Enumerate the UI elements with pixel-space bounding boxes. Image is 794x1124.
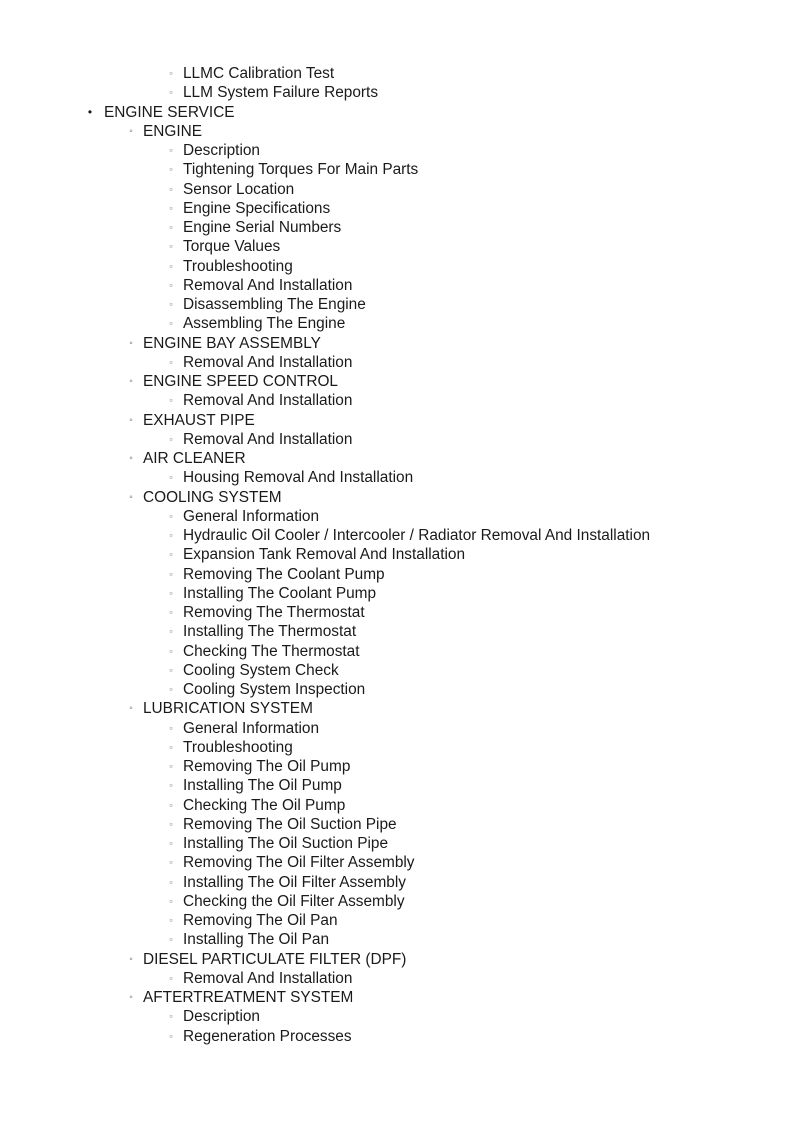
hollow-bullet-icon: ◦ bbox=[129, 953, 133, 965]
toc-item-label: LLM System Failure Reports bbox=[183, 84, 379, 102]
toc-chapter[interactable] bbox=[0, 488, 794, 507]
toc-item-label: Removing The Thermostat bbox=[183, 604, 365, 621]
toc-item[interactable] bbox=[0, 391, 794, 410]
toc-item-label: Removing The Oil Pump bbox=[183, 758, 351, 775]
toc-item-label: AIR CLEANER bbox=[143, 450, 246, 467]
square-bullet-icon: ▫ bbox=[169, 664, 173, 675]
square-bullet-icon: ▫ bbox=[169, 1011, 173, 1022]
toc-item[interactable] bbox=[0, 603, 794, 622]
toc-item-label: LLMC Calibration Test bbox=[183, 65, 335, 82]
toc-item-label: Torque Values bbox=[183, 238, 281, 256]
toc-item-label: ENGINE SPEED CONTROL bbox=[143, 373, 338, 390]
toc-item-label: Tightening Torques For Main Parts bbox=[183, 161, 419, 179]
toc-item[interactable] bbox=[0, 141, 794, 160]
toc-item[interactable] bbox=[0, 276, 794, 295]
toc-item-label: Removing The Oil Filter Assembly bbox=[183, 854, 415, 872]
hollow-bullet-icon: ◦ bbox=[129, 491, 133, 503]
table-of-contents bbox=[0, 64, 794, 1046]
square-bullet-icon: ▫ bbox=[169, 318, 173, 329]
square-bullet-icon: ▫ bbox=[169, 607, 173, 617]
square-bullet-icon: ▫ bbox=[169, 356, 173, 367]
square-bullet-icon: ▫ bbox=[169, 510, 173, 521]
toc-item-label: Removing The Oil Suction Pipe bbox=[183, 815, 397, 833]
square-bullet-icon: ▫ bbox=[169, 183, 173, 194]
square-bullet-icon: ▫ bbox=[169, 279, 173, 290]
toc-item[interactable] bbox=[0, 776, 794, 795]
toc-item[interactable] bbox=[0, 738, 794, 757]
toc-item-label: Assembling The Engine bbox=[183, 315, 346, 333]
toc-item[interactable] bbox=[0, 719, 794, 738]
toc-item-label: Installing The Thermostat bbox=[183, 623, 357, 641]
toc-item[interactable] bbox=[0, 257, 794, 276]
toc-chapter[interactable] bbox=[0, 950, 794, 969]
toc-item-label: Regeneration Processes bbox=[183, 1027, 352, 1045]
square-bullet-icon: ▫ bbox=[169, 587, 173, 598]
toc-item-label: Removal And Installation bbox=[183, 276, 353, 294]
square-bullet-icon: ▫ bbox=[169, 68, 173, 78]
square-bullet-icon: ▫ bbox=[169, 761, 173, 771]
square-bullet-icon: ▫ bbox=[169, 972, 173, 983]
toc-item-label: General Information bbox=[183, 507, 320, 525]
toc-item[interactable] bbox=[0, 565, 794, 584]
toc-item[interactable] bbox=[0, 969, 794, 988]
hollow-bullet-icon: ◦ bbox=[129, 703, 133, 715]
toc-item[interactable] bbox=[0, 218, 794, 237]
toc-item-label: COOLING SYSTEM bbox=[143, 488, 282, 506]
toc-item-label: Cooling System Inspection bbox=[183, 681, 366, 698]
square-bullet-icon: ▫ bbox=[169, 241, 173, 252]
toc-item-label: Removing The Oil Pan bbox=[183, 912, 338, 929]
toc-item[interactable] bbox=[0, 295, 794, 314]
toc-item[interactable] bbox=[0, 796, 794, 815]
toc-item-label: Installing The Oil Pan bbox=[183, 931, 330, 949]
toc-item[interactable] bbox=[0, 180, 794, 199]
toc-item-label: ENGINE bbox=[143, 122, 203, 140]
square-bullet-icon: ▫ bbox=[169, 915, 173, 925]
toc-item-label: Hydraulic Oil Cooler / Intercooler / Radiator Removal And Installation bbox=[183, 527, 651, 544]
toc-item-label: Removal And Installation bbox=[183, 353, 353, 371]
toc-item-label: Checking The Oil Pump bbox=[183, 796, 346, 814]
toc-item[interactable] bbox=[0, 642, 794, 661]
hollow-bullet-icon: ◦ bbox=[129, 414, 133, 426]
toc-item[interactable] bbox=[0, 873, 794, 892]
hollow-bullet-icon: ◦ bbox=[129, 992, 133, 1003]
toc-section[interactable] bbox=[0, 103, 794, 122]
toc-item[interactable] bbox=[0, 661, 794, 680]
toc-chapter[interactable] bbox=[0, 411, 794, 430]
square-bullet-icon: ▫ bbox=[169, 799, 173, 810]
toc-item[interactable] bbox=[0, 353, 794, 372]
toc-item[interactable] bbox=[0, 930, 794, 949]
toc-item-label: Engine Serial Numbers bbox=[183, 219, 342, 236]
toc-item[interactable] bbox=[0, 314, 794, 333]
square-bullet-icon: ▫ bbox=[169, 934, 173, 945]
toc-item-label: ENGINE BAY ASSEMBLY bbox=[143, 334, 321, 352]
square-bullet-icon: ▫ bbox=[169, 87, 173, 98]
square-bullet-icon: ▫ bbox=[169, 722, 173, 733]
square-bullet-icon: ▫ bbox=[169, 395, 173, 406]
toc-item[interactable] bbox=[0, 468, 794, 487]
toc-item-label: Housing Removal And Installation bbox=[183, 469, 414, 487]
square-bullet-icon: ▫ bbox=[169, 645, 173, 656]
hollow-bullet-icon: ◦ bbox=[129, 453, 133, 464]
toc-item[interactable] bbox=[0, 507, 794, 526]
hollow-bullet-icon: ◦ bbox=[129, 376, 133, 387]
toc-item-label: Installing The Oil Filter Assembly bbox=[183, 873, 406, 891]
toc-item-label: Installing The Oil Pump bbox=[183, 777, 342, 795]
square-bullet-icon: ▫ bbox=[169, 838, 173, 848]
square-bullet-icon: ▫ bbox=[169, 222, 173, 232]
toc-item[interactable] bbox=[0, 584, 794, 603]
toc-item-label: Installing The Oil Suction Pipe bbox=[183, 835, 389, 852]
toc-chapter[interactable] bbox=[0, 449, 794, 468]
square-bullet-icon: ▫ bbox=[169, 299, 173, 309]
toc-chapter[interactable] bbox=[0, 988, 794, 1007]
toc-item-label: General Information bbox=[183, 719, 320, 737]
toc-item[interactable] bbox=[0, 853, 794, 872]
toc-item[interactable] bbox=[0, 237, 794, 256]
toc-item-label: Removal And Installation bbox=[183, 969, 353, 987]
toc-item-label: Installing The Coolant Pump bbox=[183, 584, 377, 602]
toc-item-label: Checking The Thermostat bbox=[183, 642, 360, 660]
toc-item-label: ENGINE SERVICE bbox=[104, 103, 235, 121]
toc-item[interactable] bbox=[0, 622, 794, 641]
toc-chapter[interactable] bbox=[0, 122, 794, 141]
square-bullet-icon: ▫ bbox=[169, 164, 173, 175]
toc-item[interactable] bbox=[0, 545, 794, 564]
bullet-icon: • bbox=[87, 104, 93, 119]
toc-item[interactable] bbox=[0, 815, 794, 834]
toc-item-label: Cooling System Check bbox=[183, 661, 339, 679]
toc-item-label: Expansion Tank Removal And Installation bbox=[183, 546, 466, 564]
square-bullet-icon: ▫ bbox=[169, 472, 173, 483]
square-bullet-icon: ▫ bbox=[169, 741, 173, 752]
toc-chapter[interactable] bbox=[0, 372, 794, 391]
square-bullet-icon: ▫ bbox=[169, 857, 173, 868]
toc-item[interactable] bbox=[0, 1007, 794, 1026]
toc-item[interactable] bbox=[0, 526, 794, 545]
toc-item-label: Disassembling The Engine bbox=[183, 296, 366, 313]
toc-item[interactable] bbox=[0, 430, 794, 449]
toc-item[interactable] bbox=[0, 83, 794, 102]
square-bullet-icon: ▫ bbox=[169, 549, 173, 560]
toc-item[interactable] bbox=[0, 911, 794, 930]
toc-item[interactable] bbox=[0, 680, 794, 699]
hollow-bullet-icon: ◦ bbox=[129, 337, 133, 349]
toc-item[interactable] bbox=[0, 892, 794, 911]
square-bullet-icon: ▫ bbox=[169, 684, 173, 694]
toc-item[interactable] bbox=[0, 1027, 794, 1046]
square-bullet-icon: ▫ bbox=[169, 895, 173, 906]
square-bullet-icon: ▫ bbox=[169, 568, 173, 579]
toc-item-label: AFTERTREATMENT SYSTEM bbox=[143, 989, 354, 1006]
toc-item-label: DIESEL PARTICULATE FILTER (DPF) bbox=[143, 950, 407, 968]
toc-item-label: Engine Specifications bbox=[183, 199, 331, 217]
toc-item-label: Checking the Oil Filter Assembly bbox=[183, 892, 405, 910]
square-bullet-icon: ▫ bbox=[169, 202, 173, 213]
toc-item[interactable] bbox=[0, 64, 794, 83]
square-bullet-icon: ▫ bbox=[169, 626, 173, 637]
hollow-bullet-icon: ◦ bbox=[129, 125, 133, 137]
toc-item[interactable] bbox=[0, 757, 794, 776]
square-bullet-icon: ▫ bbox=[169, 1030, 173, 1041]
toc-item[interactable] bbox=[0, 199, 794, 218]
toc-chapter[interactable] bbox=[0, 334, 794, 353]
toc-item-label: EXHAUST PIPE bbox=[143, 411, 255, 429]
toc-item-label: LUBRICATION SYSTEM bbox=[143, 700, 313, 718]
square-bullet-icon: ▫ bbox=[169, 876, 173, 887]
square-bullet-icon: ▫ bbox=[169, 260, 173, 271]
toc-item-label: Removal And Installation bbox=[183, 392, 353, 410]
square-bullet-icon: ▫ bbox=[169, 818, 173, 829]
square-bullet-icon: ▫ bbox=[169, 433, 173, 444]
square-bullet-icon: ▫ bbox=[169, 145, 173, 155]
toc-item-label: Sensor Location bbox=[183, 180, 295, 198]
toc-item-label: Removing The Coolant Pump bbox=[183, 565, 385, 583]
toc-item-label: Troubleshooting bbox=[183, 257, 293, 275]
square-bullet-icon: ▫ bbox=[169, 780, 173, 791]
toc-item-label: Removal And Installation bbox=[183, 430, 353, 448]
toc-item[interactable] bbox=[0, 834, 794, 853]
toc-item-label: Description bbox=[183, 1008, 260, 1026]
square-bullet-icon: ▫ bbox=[169, 530, 173, 540]
toc-item-label: Description bbox=[183, 142, 260, 159]
toc-item-label: Troubleshooting bbox=[183, 738, 293, 756]
toc-item[interactable] bbox=[0, 160, 794, 179]
toc-chapter[interactable] bbox=[0, 699, 794, 718]
